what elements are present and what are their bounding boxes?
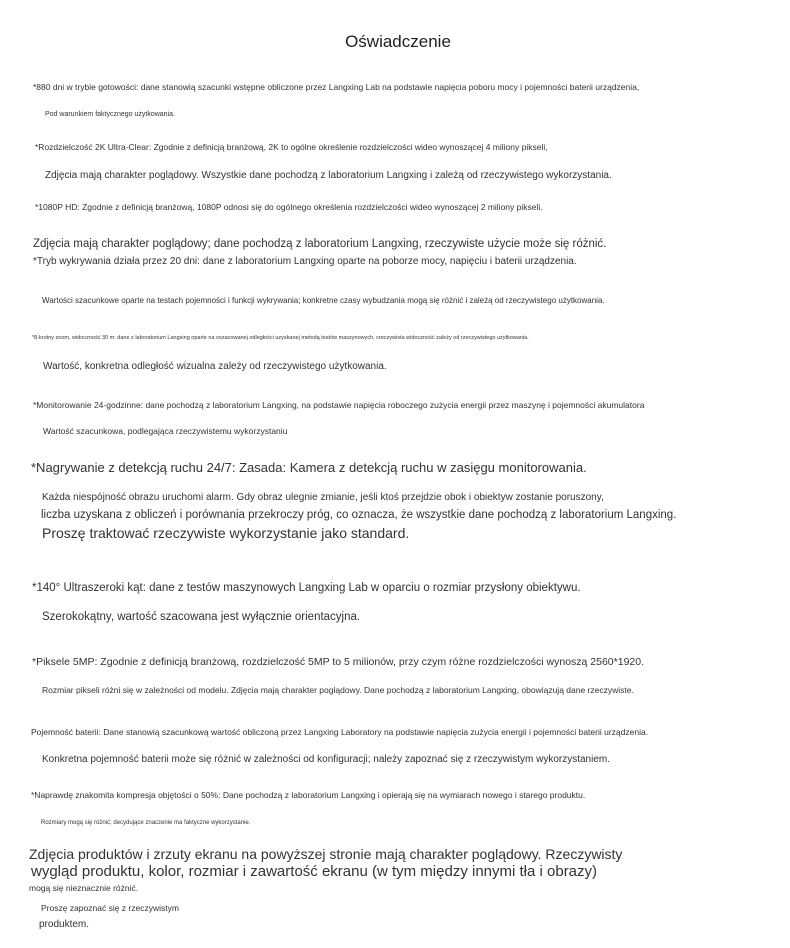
disclaimer-line: Konkretna pojemność baterii może się różnić w zależności od konfiguracji; należy zapoznać się z rzeczywistym wykorzystaniem. [42,754,611,765]
disclaimer-line: Wartość szacunkowa, podlegająca rzeczywistemu wykorzystaniu [43,426,288,436]
disclaimer-line: Każda niespójność obrazu uruchomi alarm. Gdy obraz ulegnie zmianie, jeśli ktoś przejdzie obok i obiektyw zostanie poruszony, [42,492,604,503]
disclaimer-line: Wartość, konkretna odległość wizualna zależy od rzeczywistego użytkowania. [43,361,387,372]
disclaimer-line: Pod warunkiem faktycznego użytkowania. [45,111,175,118]
disclaimer-line: *Monitorowanie 24-godzinne: dane pochodzą z laboratorium Langxing, na podstawie napięcia roboczego zużycia energii przez maszynę i pojemności akumulatora [33,400,645,410]
disclaimer-line: *Tryb wykrywania działa przez 20 dni: dane z laboratorium Langxing oparte na poborze mocy, napięciu i baterii urządzenia. [33,256,577,267]
disclaimer-line: Pojemność baterii: Dane stanowią szacunkową wartość obliczoną przez Langxing Laboratory na podstawie napięcia zużycia energii i pojemności baterii urządzenia. [31,727,649,737]
disclaimer-line: produktem. [39,919,90,930]
disclaimer-line: Zdjęcia mają charakter poglądowy; dane pochodzą z laboratorium Langxing, rzeczywiste użycie może się różnić. [33,238,607,250]
disclaimer-line: *Piksele 5MP: Zgodnie z definicją branżową, rozdzielczość 5MP to 5 milionów, przy czym różne rozdzielczości wynoszą 2560*1920. [32,656,645,668]
disclaimer-line: *1080P HD: Zgodnie z definicją branżową, 1080P odnosi się do ogólnego określenia rozdzielczości wideo wynoszącej 2 miliony pikseli. [35,202,543,212]
disclaimer-line: *Rozdzielczość 2K Ultra-Clear: Zgodnie z definicją branżową, 2K to ogólne określenie rozdzielczości wideo wynoszącej 4 miliony pikseli, [35,142,548,152]
disclaimer-line: Rozmiar pikseli różni się w zależności od modelu. Zdjęcia mają charakter poglądowy. Dane pochodzą z laboratorium Langxing, obowiązują dane rzeczywiste. [42,685,634,695]
disclaimer-line: *8-krotny zoom, widoczność 30 m: dane z laboratorium Langxing oparte na oszacowanej odległości uzyskanej metodą testów maszynowych, rzeczywista widoczność zależy od rzeczywistego użytkowania. [32,335,529,341]
disclaimer-line: Zdjęcia mają charakter poglądowy. Wszystkie dane pochodzą z laboratorium Langxing i zależą od rzeczywistego wykorzystania. [45,170,612,181]
disclaimer-line: liczba uzyskana z obliczeń i porównania przekroczy próg, co oznacza, że wszystkie dane pochodzą z laboratorium Langxing. [41,509,677,521]
disclaimer-line: Szerokokątny, wartość szacowana jest wyłącznie orientacyjna. [42,611,361,623]
disclaimer-line: Proszę traktować rzeczywiste wykorzystanie jako standard. [42,525,410,541]
disclaimer-line: Rozmiary mogą się różnić; decydujące znaczenie ma faktyczne wykorzystanie. [41,820,251,826]
disclaimer-line: Wartości szacunkowe oparte na testach pojemności i funkcji wykrywania; konkretne czasy wybudzania mogą się różnić i zależą od rzeczywistego użytkowania. [42,296,605,305]
disclaimer-line: mogą się nieznacznie różnić. [29,883,139,893]
disclaimer-line: Proszę zapoznać się z rzeczywistym [41,903,179,913]
disclaimer-line: Zdjęcia produktów i zrzuty ekranu na powyższej stronie mają charakter poglądowy. Rzeczywisty [29,846,623,862]
disclaimer-line: wygląd produktu, kolor, rozmiar i zawartość ekranu (w tym między innymi tła i obrazy) [31,863,598,880]
disclaimer-line: *Nagrywanie z detekcją ruchu 24/7: Zasada: Kamera z detekcją ruchu w zasięgu monitorowania. [31,460,587,475]
page-title: Oświadczenie [345,32,451,51]
disclaimer-line: *880 dni w trybie gotowości: dane stanowią szacunki wstępne obliczone przez Langxing Lab na podstawie napięcia poboru mocy i pojemności baterii urządzenia, [33,82,640,92]
disclaimer-line: *140° Ultraszeroki kąt: dane z testów maszynowych Langxing Lab w oparciu o rozmiar przysłony obiektywu. [32,582,581,594]
disclaimer-line: *Naprawdę znakomita kompresja objętości o 50%: Dane pochodzą z laboratorium Langxing i opierają się na wymiarach nowego i starego produktu. [31,790,586,800]
